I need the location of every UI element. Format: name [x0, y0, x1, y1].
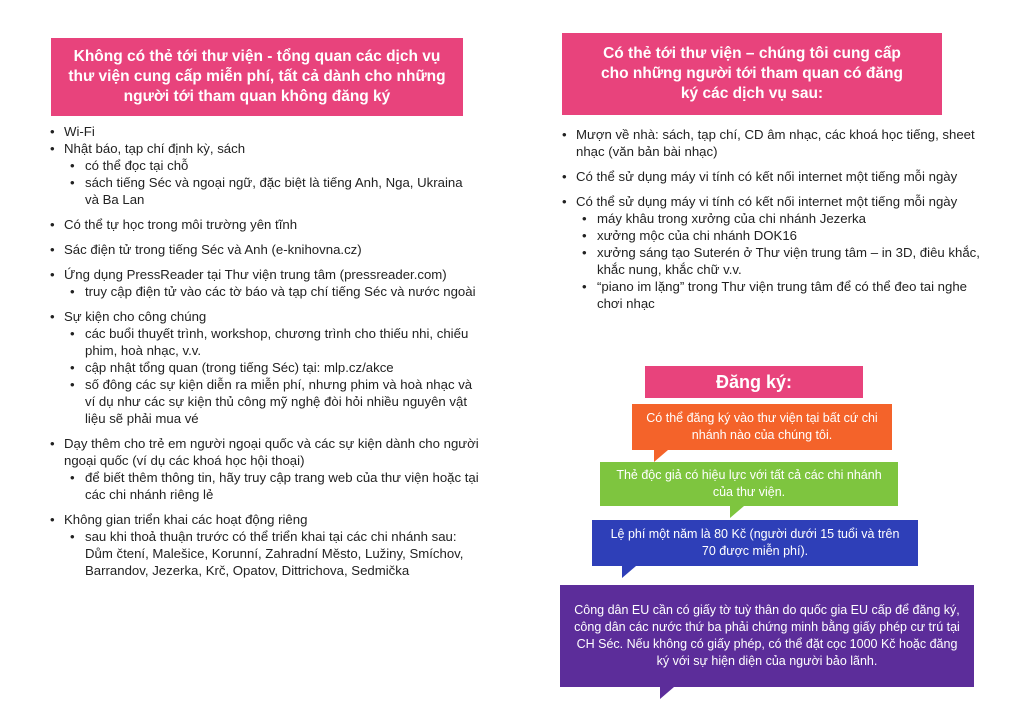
- list-item-text: Có thể tự học trong môi trường yên tĩnh: [64, 217, 298, 232]
- sub-list-item: • “piano im lặng” trong Thư viện trung tâm để có thể đeo tai nghe chơi nhạc: [582, 278, 982, 312]
- list-item: [50, 435, 480, 503]
- list-item: [562, 126, 982, 160]
- sub-list: [64, 157, 480, 208]
- list-item: [50, 216, 480, 233]
- sub-list: [64, 325, 480, 427]
- sub-list-item: • xưởng mộc của chi nhánh DOK16: [582, 227, 982, 244]
- list-item-text: Có thể sử dụng máy vi tính có kết nối internet một tiếng mỗi ngày: [576, 169, 958, 184]
- list-item: [50, 241, 480, 258]
- registration-bubble-branches-text: Có thể đăng ký vào thư viện tại bất cứ chi nhánh nào của chúng tôi.: [646, 411, 878, 442]
- list-item-text: Mượn về nhà: sách, tạp chí, CD âm nhạc, các khoá học tiếng, sheet nhạc (văn bản bài nhạc): [576, 127, 975, 159]
- sub-list-item: • để biết thêm thông tin, hãy truy cập trang web của thư viện hoặc tại các chi nhánh riêng lẻ: [70, 469, 480, 503]
- registration-bubble-validity-text: Thẻ độc giả có hiệu lực với tất cả các chi nhánh của thư viện.: [616, 468, 882, 499]
- list-item: [50, 123, 480, 140]
- right-service-list: [562, 126, 982, 312]
- list-item-text: Sự kiện cho công chúng: [64, 309, 207, 324]
- left-header: Không có thẻ tới thư viện - tổng quan các dịch vụ thư viện cung cấp miễn phí, tất cả dành cho những người tới tham quan không đăng ký: [51, 38, 463, 116]
- list-item-text: Ứng dụng PressReader tại Thư viện trung tâm (pressreader.com): [64, 267, 447, 282]
- list-item: [50, 308, 480, 427]
- right-header: Có thẻ tới thư viện – chúng tôi cung cấp cho những người tới tham quan có đăng ký các dịch vụ sau:: [562, 33, 942, 115]
- sub-list-item: • có thể đọc tại chỗ: [70, 157, 480, 174]
- list-item-text: Có thể sử dụng máy vi tính có kết nối internet một tiếng mỗi ngày: [576, 194, 958, 209]
- registration-bubble-fee: [592, 520, 918, 566]
- sub-list-item: • sau khi thoả thuận trước có thể triển khai tại các chi nhánh sau: Dům čtení, Malešice, Korunní, Zahradní Město, Lužiny, Smíchov, Barrandov, Jezerka, Krč, Opatov, Dittrichova, Sedmička: [70, 528, 480, 579]
- speech-tail-icon: [654, 450, 668, 462]
- registration-bubble-eu-citizens: [560, 585, 974, 687]
- list-item: [50, 266, 480, 300]
- list-item: [562, 168, 982, 185]
- sub-list-item: • sách tiếng Séc và ngoại ngữ, đặc biệt là tiếng Anh, Nga, Ukraina và Ba Lan: [70, 174, 480, 208]
- list-item: [50, 511, 480, 579]
- sub-list-item: • xưởng sáng tạo Suterén ở Thư viện trung tâm – in 3D, điêu khắc, khắc nung, khắc chữ v.v.: [582, 244, 982, 278]
- registration-bubble-branches: [632, 404, 892, 450]
- sub-list-item: • truy cập điện tử vào các tờ báo và tạp chí tiếng Séc và nước ngoài: [70, 283, 480, 300]
- list-item: [50, 140, 480, 208]
- speech-tail-icon: [622, 566, 636, 578]
- sub-list-item: • số đông các sự kiện diễn ra miễn phí, nhưng phim và hoà nhạc và ví dụ như các sự kiện thủ công mỹ nghệ đòi hỏi nhiều nguyên vật liệu sẽ phải mua vé: [70, 376, 480, 427]
- sub-list-item: • các buổi thuyết trình, workshop, chương trình cho thiếu nhi, chiếu phim, hoà nhạc, v.v.: [70, 325, 480, 359]
- list-item-text: Wi-Fi: [64, 124, 95, 139]
- sub-list-item: • cập nhật tổng quan (trong tiếng Séc) tại: mlp.cz/akce: [70, 359, 480, 376]
- registration-title: Đăng ký:: [645, 366, 863, 398]
- registration-bubble-fee-text: Lệ phí một năm là 80 Kč (người dưới 15 tuổi và trên 70 được miễn phí).: [610, 527, 900, 558]
- sub-list: [576, 210, 982, 312]
- speech-tail-icon: [660, 687, 674, 699]
- sub-list: [64, 469, 480, 503]
- list-item-text: Nhật báo, tạp chí định kỳ, sách: [64, 141, 246, 156]
- list-item-text: Không gian triển khai các hoạt động riêng: [64, 512, 308, 527]
- sub-list: [64, 528, 480, 579]
- list-item-text: Sác điện tử trong tiếng Séc và Anh (e-knihovna.cz): [64, 242, 362, 257]
- speech-tail-icon: [730, 506, 744, 518]
- left-service-list: [50, 123, 480, 579]
- sub-list: [64, 283, 480, 300]
- list-item: [562, 193, 982, 312]
- sub-list-item: • máy khâu trong xưởng của chi nhánh Jezerka: [582, 210, 982, 227]
- registration-bubble-validity: [600, 462, 898, 506]
- registration-bubble-eu-citizens-text: Công dân EU cần có giấy tờ tuỳ thân do quốc gia EU cấp để đăng ký, công dân các nước thứ ba phải chứng minh bằng giấy phép cư trú tại CH Séc. Nếu không có giấy phép, có thể đặt cọc 1000 Kč hoặc đăng ký với sự hiện diện của người bảo lãnh.: [574, 603, 960, 668]
- list-item-text: Dạy thêm cho trẻ em người ngoại quốc và các sự kiện dành cho người ngoại quốc (ví dụ các khoá học hội thoại): [64, 436, 479, 468]
